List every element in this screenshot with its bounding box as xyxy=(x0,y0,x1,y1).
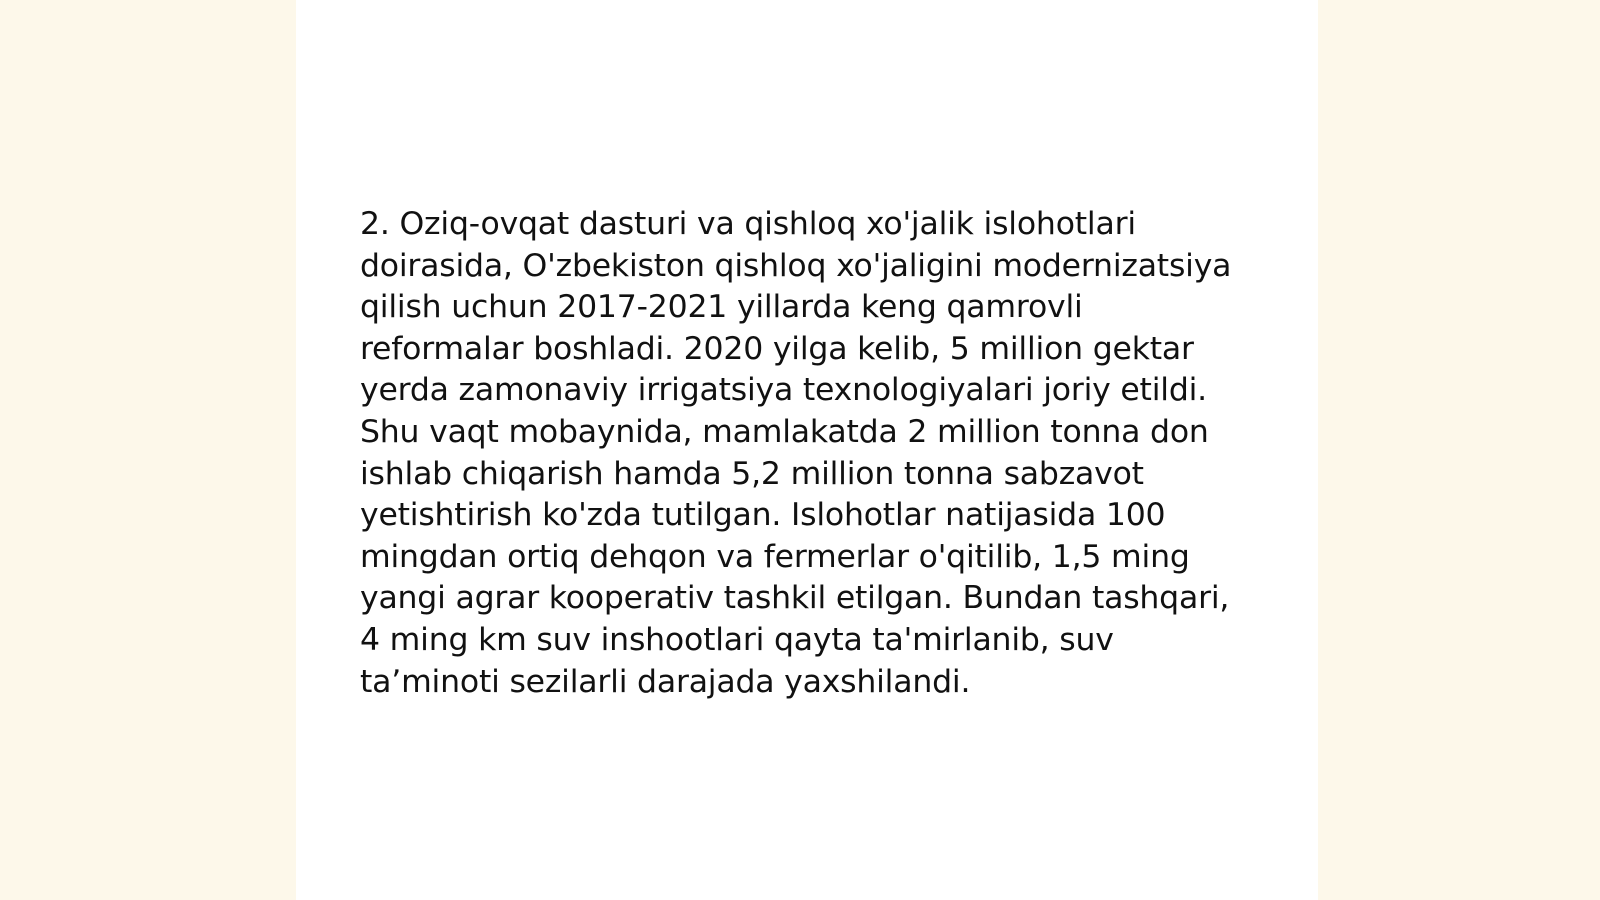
document-page xyxy=(296,0,1318,900)
body-paragraph: 2. Oziq-ovqat dasturi va qishloq xo'jalik islohotlari doirasida, O'zbekiston qishloq xo'jaligini modernizatsiya qilish uchun 2017-2021 yillarda keng qamrovli reformalar boshladi. 2020 yilga kelib, 5 million gektar yerda zamonaviy irrigatsiya texnologiyalari joriy etildi. Shu vaqt mobaynida, mamlakatda 2 million tonna don ishlab chiqarish hamda 5,2 million tonna sabzavot yetishtirish ko'zda tutilgan. Islohotlar natijasida 100 mingdan ortiq dehqon va fermerlar o'qitilib, 1,5 ming yangi agrar kooperativ tashkil etilgan. Bundan tashqari, 4 ming km suv inshootlari qayta ta'mirlanib, suv ta’minoti sezilarli darajada yaxshilandi. xyxy=(360,206,1232,700)
